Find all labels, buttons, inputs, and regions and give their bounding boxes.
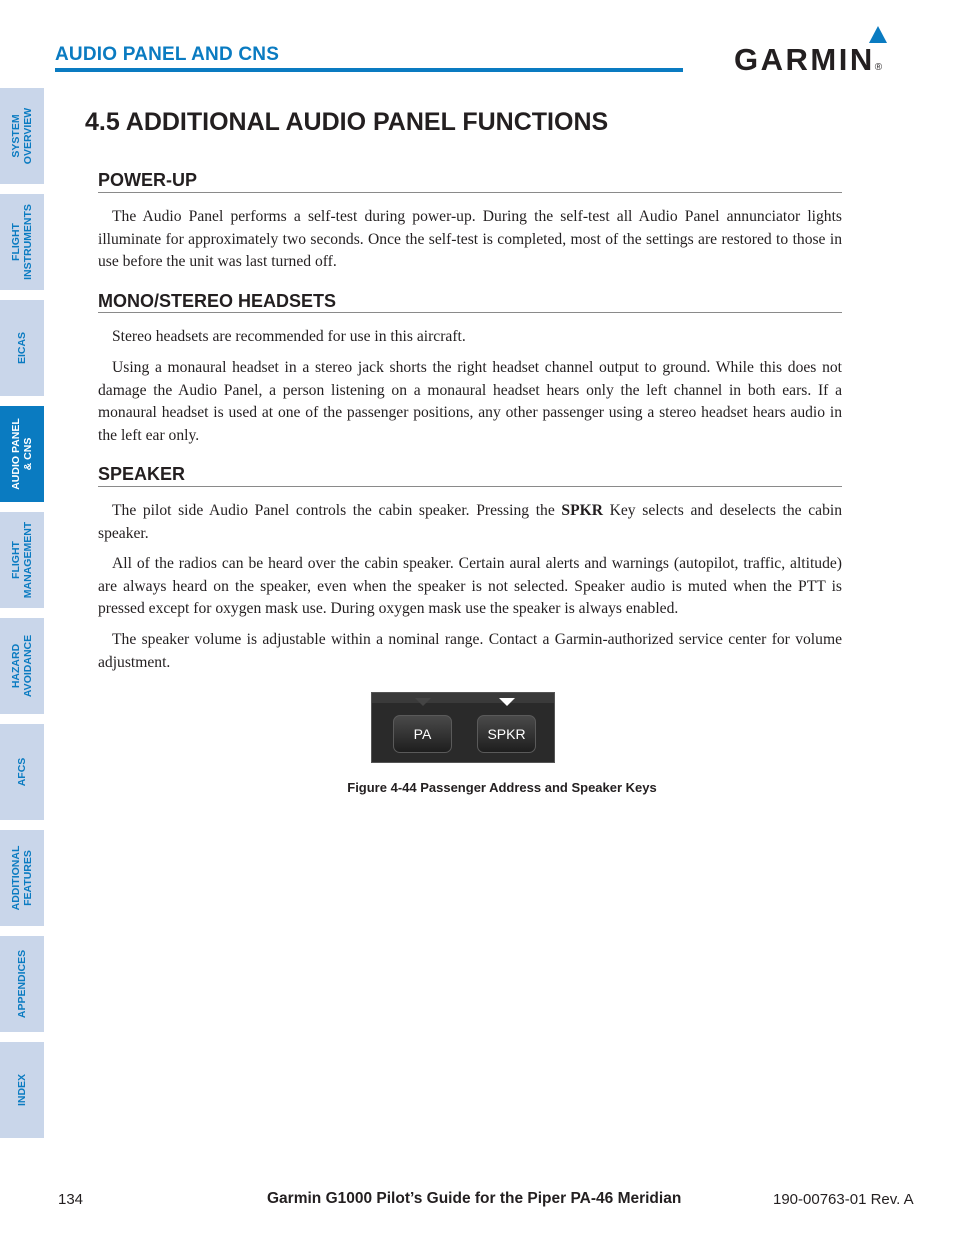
paragraph: The speaker volume is adjustable within a nominal range. Contact a Garmin-authorized service center for volume adjustment. [98, 631, 842, 671]
spkr-annunciator-icon [499, 698, 515, 706]
tab-label: FLIGHT INSTRUMENTS [10, 204, 34, 280]
section-rule [98, 486, 842, 487]
header-rule [55, 68, 683, 72]
paragraph: Stereo headsets are recommended for use in this aircraft. [112, 328, 466, 345]
tab-label: AFCS [16, 757, 28, 787]
tab-label: APPENDICES [16, 949, 28, 1019]
garmin-logo-text: GARMIN® [734, 42, 883, 77]
section-title-power-up: POWER-UP [98, 170, 197, 190]
tab-system-overview[interactable] [0, 88, 44, 184]
section-rule [98, 312, 842, 313]
tab-label: ADDITIONAL FEATURES [10, 845, 34, 911]
tab-hazard-avoidance[interactable] [0, 618, 44, 714]
footer-title: Garmin G1000 Pilot’s Guide for the Piper PA-46 Meridian [267, 1190, 682, 1207]
spkr-key: SPKR [477, 715, 536, 753]
figure-caption: Figure 4-44 Passenger Address and Speaker Keys [347, 780, 657, 795]
tab-audio-panel-cns[interactable] [0, 406, 44, 502]
document-number: 190-00763-01 Rev. A [773, 1191, 914, 1208]
tab-flight-management[interactable] [0, 512, 44, 608]
tab-label: SYSTEM OVERVIEW [10, 107, 34, 165]
panel-bezel [372, 693, 555, 703]
tab-eicas[interactable] [0, 300, 44, 396]
section-title-speaker: SPEAKER [98, 464, 186, 484]
tab-flight-instruments[interactable] [0, 194, 44, 290]
paragraph: The Audio Panel performs a self-test during power-up. During the self-test all Audio Panel annunciator lights illuminate for approximately two seconds. Once the self-test is completed, most of the settings are restored to those in use before the unit was last turned off. [98, 208, 842, 270]
page-number: 134 [58, 1191, 84, 1208]
section-header-title: AUDIO PANEL AND CNS [55, 44, 280, 65]
tab-label: AUDIO PANEL & CNS [10, 418, 34, 490]
tab-afcs[interactable] [0, 724, 44, 820]
tab-index[interactable] [0, 1042, 44, 1138]
garmin-triangle-icon [869, 26, 887, 43]
paragraph: The pilot side Audio Panel controls the cabin speaker. Pressing the SPKR Key selects and deselects the cabin speaker. [98, 502, 842, 542]
tab-label: HAZARD AVOIDANCE [10, 634, 34, 698]
page-title: 4.5 ADDITIONAL AUDIO PANEL FUNCTIONS [85, 108, 609, 136]
spkr-key-reference: SPKR [561, 502, 603, 519]
garmin-logo [734, 24, 899, 76]
section-rule [98, 192, 842, 193]
section-title-headsets: MONO/STEREO HEADSETS [98, 291, 337, 311]
pa-annunciator-icon [415, 698, 431, 706]
tab-appendices[interactable] [0, 936, 44, 1032]
audio-panel-keys-figure [371, 692, 555, 763]
tab-label: INDEX [16, 1073, 28, 1107]
tab-additional-features[interactable] [0, 830, 44, 926]
tab-label: FLIGHT MANAGEMENT [10, 521, 34, 599]
paragraph: Using a monaural headset in a stereo jack shorts the right headset channel output to ground. While this does not damage the Audio Panel, a person listening on a monaural headset hears only the left channel in both ears. If a monaural headset is used at one of the passenger positions, any other passenger using a stereo headset hears audio in the left ear only. [98, 359, 842, 444]
pa-key: PA [393, 715, 452, 753]
tab-label: EICAS [16, 331, 28, 365]
paragraph: All of the radios can be heard over the cabin speaker. Certain aural alerts and warnings (autopilot, traffic, altitude) are always heard on the speaker, even when the speaker is not selected. Speaker audio is muted when the PTT is pressed except for oxygen mask use. During oxygen mask use the speaker is always enabled. [98, 555, 842, 617]
